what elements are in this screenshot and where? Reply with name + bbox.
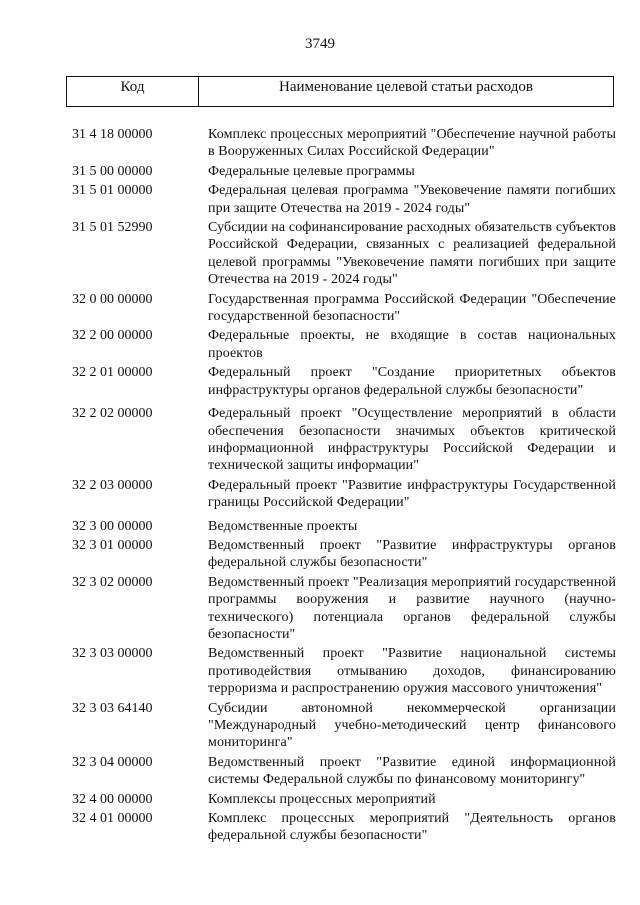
row-name: Ведомственный проект "Развитие инфраструктуры органов федеральной службы безопасности"	[208, 537, 616, 571]
row-name: Комплексы процессных мероприятий	[208, 791, 436, 807]
table-row	[66, 327, 620, 362]
table-row	[66, 291, 620, 326]
row-code: 32 2 03 00000	[72, 477, 153, 493]
table-row	[66, 219, 620, 289]
header-code-column: Код	[67, 77, 199, 106]
row-name: Ведомственный проект "Развитие единой информационной системы Федеральной службы по финансовому мониторингу"	[208, 754, 616, 788]
table-row	[66, 810, 620, 845]
table-row	[66, 518, 620, 535]
row-code: 32 2 00 00000	[72, 328, 153, 344]
row-code: 32 2 02 00000	[72, 406, 153, 422]
table-row	[66, 364, 620, 399]
row-name: Субсидии на софинансирование расходных обязательств субъектов Российской Федерации, связанных с реализацией федеральной целевой программы "Увековечение памяти погибших при защите Отечества на 2019 - 2024 годы"	[208, 220, 616, 288]
budget-items-list	[66, 126, 620, 847]
row-name: Ведомственные проекты	[208, 518, 358, 534]
table-row	[66, 645, 620, 697]
row-code: 31 5 01 00000	[72, 183, 153, 199]
row-code: 32 3 03 00000	[72, 646, 153, 662]
table-row	[66, 163, 620, 180]
row-name: Ведомственный проект "Развитие национальной системы противодействия отмыванию доходов, финансированию терроризма и распространению оружия массового уничтожения"	[208, 646, 616, 697]
row-name: Государственная программа Российской Федерации "Обеспечение государственной безопасности"	[208, 291, 616, 325]
page-number: 3749	[305, 36, 335, 52]
row-name: Федеральные проекты, не входящие в состав национальных проектов	[208, 328, 616, 361]
table-row	[66, 791, 620, 808]
row-code: 32 4 01 00000	[72, 811, 153, 827]
row-code: 32 3 04 00000	[72, 754, 153, 770]
row-code: 32 0 00 00000	[72, 291, 153, 307]
table-row	[66, 182, 620, 217]
table-header	[66, 76, 614, 107]
row-code: 32 3 03 64140	[72, 700, 153, 716]
row-code: 32 4 00 00000	[72, 791, 153, 807]
row-name: Федеральный проект "Развитие инфраструктуры Государственной границы Российской Федерации"	[208, 477, 616, 511]
row-name: Комплекс процессных мероприятий "Деятельность органов федеральной службы безопасности"	[208, 811, 616, 844]
row-name: Федеральный проект "Осуществление мероприятий в области обеспечения безопасности значимых объектов критической информационной инфраструктуры Российской Федерации и технической защиты информации"	[208, 406, 616, 474]
row-name: Ведомственный проект "Реализация мероприятий государственной программы вооружения и развитие научного (научно-технического) потенциала органов федеральной службы безопасности"	[208, 574, 616, 642]
row-code: 32 3 00 00000	[72, 518, 153, 534]
table-row	[66, 477, 620, 512]
table-row	[66, 126, 620, 161]
row-name: Комплекс процессных мероприятий "Обеспечение научной работы в Вооруженных Силах Российской Федерации"	[208, 127, 616, 160]
row-name: Федеральный проект "Создание приоритетных объектов инфраструктуры органов федеральной службы безопасности"	[208, 365, 616, 398]
header-name-column: Наименование целевой статьи расходов	[279, 79, 533, 95]
row-code: 31 5 00 00000	[72, 163, 153, 179]
table-row	[66, 574, 620, 644]
row-code: 31 4 18 00000	[72, 127, 153, 142]
table-row	[66, 754, 620, 789]
row-code: 32 3 02 00000	[72, 574, 153, 590]
table-row	[66, 537, 620, 572]
row-code: 31 5 01 52990	[72, 220, 153, 236]
row-name: Федеральная целевая программа "Увековечение памяти погибших при защите Отечества на 2019 - 2024 годы"	[208, 183, 616, 216]
table-row	[66, 405, 620, 475]
table-row	[66, 700, 620, 752]
row-code: 32 3 01 00000	[72, 537, 153, 553]
row-code: 32 2 01 00000	[72, 365, 153, 381]
row-name: Субсидии автономной некоммерческой организации "Международный учебно-методический центр финансового мониторинга"	[208, 700, 616, 751]
row-name: Федеральные целевые программы	[208, 163, 415, 179]
